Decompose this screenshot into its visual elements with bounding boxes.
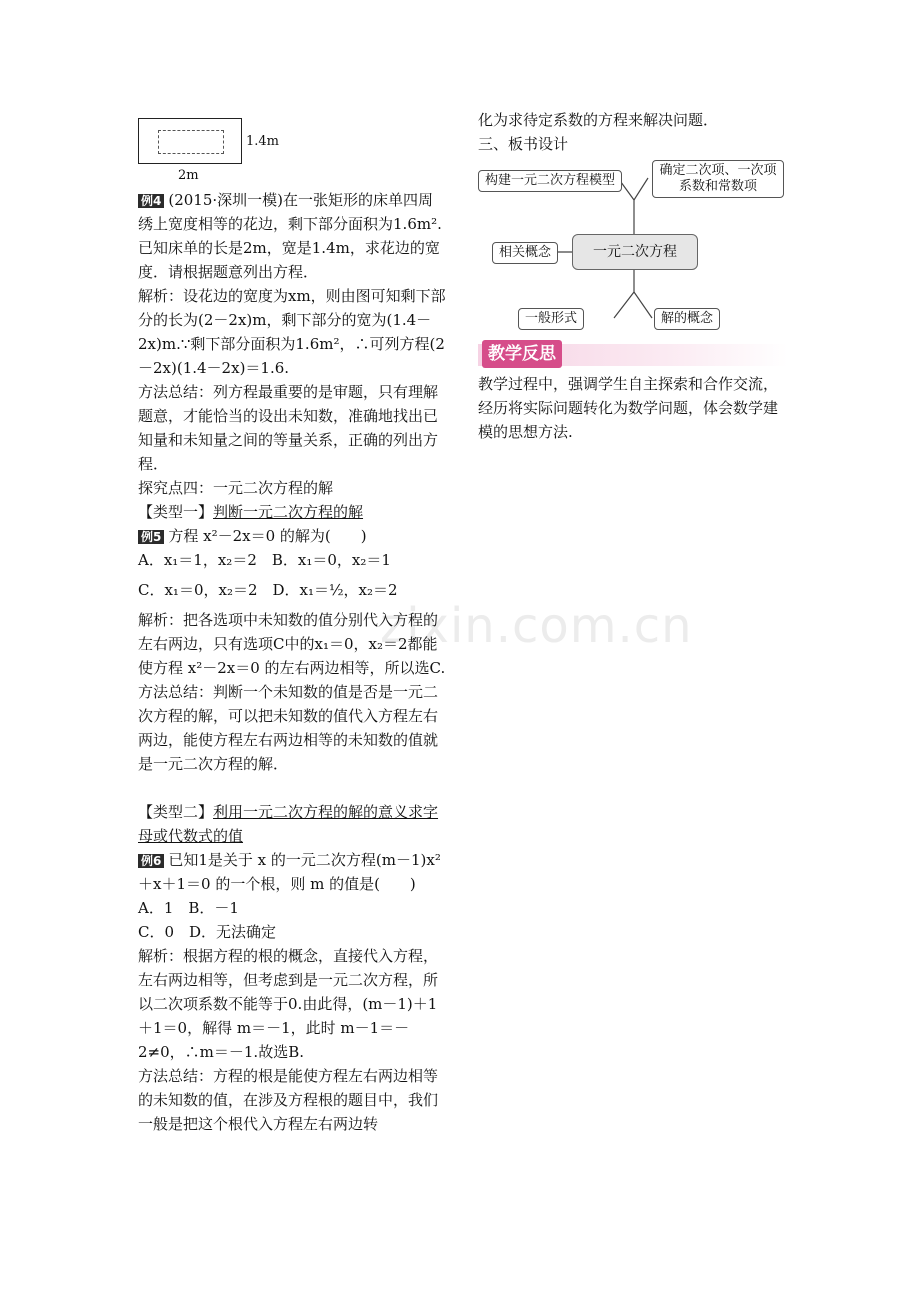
type-2-title: 利用一元二次方程的解的意义求字母或代数式的值 — [138, 803, 439, 845]
example-5-tag: 例5 — [138, 530, 164, 544]
example-5-text: 方程 x²－2x＝0 的解为( ) — [168, 527, 367, 545]
bedsheet-figure — [138, 108, 446, 188]
example-5 — [138, 524, 446, 548]
right-column — [478, 108, 790, 444]
mindmap-solution-node: 解的概念 — [654, 308, 720, 330]
left-column — [138, 108, 446, 1136]
example-6-analysis: 解析：根据方程的根的概念，直接代入方程，左右两边相等，但考虑到是一元二次方程，所以二次项系数不能等于0.由此得，(m－1)＋1＋1＝0，解得 m＝－1，此时 m－1＝－2≠0，∴m＝－1.故选B. — [138, 947, 439, 1061]
example-6-text: 已知1是关于 x 的一元二次方程(m－1)x²＋x＋1＝0 的一个根，则 m 的值是( ) — [138, 851, 441, 893]
explore-point-4: 探究点四：一元二次方程的解 — [138, 479, 334, 497]
type-2-heading — [138, 800, 446, 848]
type-1-prefix: 【类型一】 — [138, 503, 214, 521]
example-5-method: 方法总结：判断一个未知数的值是否是一元二次方程的解，可以把未知数的值代入方程左右两边，能使方程左右两边相等的未知数的值就是一元二次方程的解． — [138, 683, 439, 773]
continued-text: 化为求待定系数的方程来解决问题． — [478, 111, 719, 129]
length-label: 2m — [178, 168, 199, 183]
example-5-analysis: 解析：把各选项中未知数的值分别代入方程的左右两边，只有选项C中的x₁＝0，x₂＝2都能使方程 x²－2x＝0 的左右两边相等，所以选C. — [138, 611, 446, 677]
example-6-tag: 例6 — [138, 854, 164, 868]
type-2-prefix: 【类型二】 — [138, 803, 214, 821]
example-5-options-ab: A．x₁＝1，x₂＝2 B．x₁＝0，x₂＝1 — [138, 551, 391, 569]
example-4-tag: 例4 — [138, 194, 164, 208]
example-4-method: 方法总结：列方程最重要的是审题，只有理解题意，才能恰当的设出未知数，准确地找出已知量和未知量之间的等量关系，正确的列出方程． — [138, 383, 439, 473]
reflection-text: 教学过程中，强调学生自主探索和合作交流，经历将实际问题转化为数学问题，体会数学建模的思想方法. — [478, 375, 779, 441]
mindmap-related-node: 相关概念 — [492, 242, 558, 264]
watermark: zixin.com.cn — [380, 598, 693, 654]
mindmap-center-node: 一元二次方程 — [572, 234, 698, 270]
example-6 — [138, 848, 446, 896]
teaching-reflection-banner — [478, 340, 790, 372]
width-label: 1.4m — [246, 134, 280, 149]
mindmap-model-node: 构建一元二次方程模型 — [478, 170, 622, 192]
example-4-analysis: 解析：设花边的宽度为xm，则由图可知剩下部分的长为(2－2x)m，剩下部分的宽为(1.4－2x)m.∵剩下部分面积为1.6m²，∴可列方程(2－2x)(1.4－2x)＝1.6. — [138, 287, 446, 377]
example-4-text: (2015·深圳一模)在一张矩形的床单四周绣上宽度相等的花边，剩下部分面积为1.6m².已知床单的长是2m，宽是1.4m，求花边的宽度．请根据题意列出方程． — [138, 191, 442, 281]
example-6-options-cd: C．0 D．无法确定 — [138, 923, 277, 941]
section-3-heading: 三、板书设计 — [478, 135, 569, 153]
mindmap-coef-node: 确定二次项、一次项系数和常数项 — [652, 160, 784, 198]
example-6-options-ab: A．1 B．－1 — [138, 899, 239, 917]
example-6-method: 方法总结：方程的根是能使方程左右两边相等的未知数的值，在涉及方程根的题目中，我们一般是把这个根代入方程左右两边转 — [138, 1067, 439, 1133]
type-1-title: 判断一元二次方程的解 — [213, 503, 364, 521]
reflection-title: 教学反思 — [482, 340, 562, 368]
type-1-heading — [138, 500, 446, 524]
example-5-options-cd: C．x₁＝0，x₂＝2 D．x₁＝½，x₂＝2 — [138, 581, 398, 599]
mindmap-general-node: 一般形式 — [518, 308, 584, 330]
board-design-mindmap — [478, 156, 790, 336]
example-4 — [138, 188, 446, 284]
bedsheet-inner-rect — [158, 130, 224, 154]
